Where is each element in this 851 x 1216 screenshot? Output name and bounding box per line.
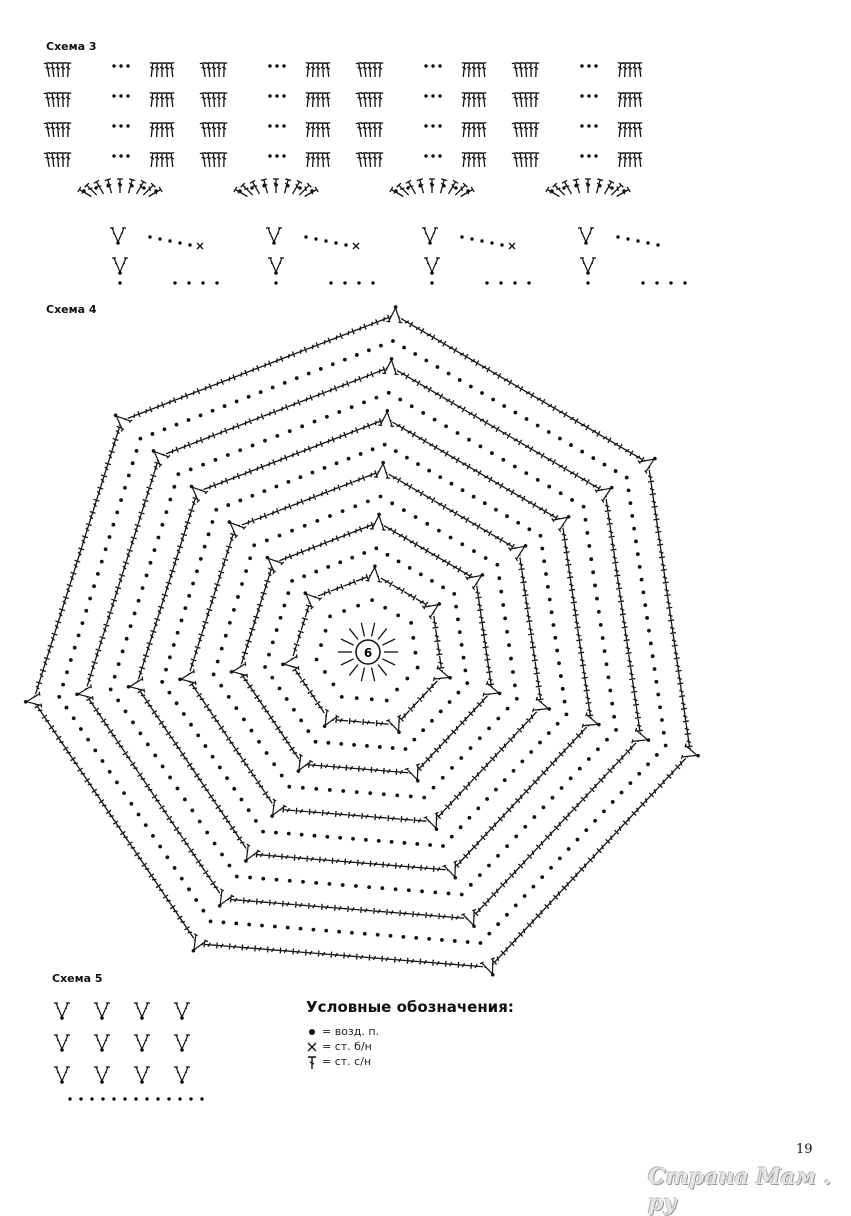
legend-title: Условные обозначения: <box>306 998 514 1016</box>
legend <box>306 998 514 1069</box>
double-crochet-t-icon <box>306 1055 318 1069</box>
scheme-3-diagram <box>40 55 680 295</box>
scheme-5-diagram <box>50 995 220 1105</box>
legend-item-text: = возд. п. <box>322 1025 380 1038</box>
chain-stitch-dot-icon <box>306 1028 318 1036</box>
legend-item-text: = ст. с/н <box>322 1055 372 1068</box>
legend-item-single-crochet <box>306 1039 514 1054</box>
watermark-logo: Страна Мам . ру <box>648 1164 832 1216</box>
legend-item-double-crochet <box>306 1054 514 1069</box>
scheme-3-label: Схема 3 <box>46 40 97 53</box>
page-number: 19 <box>796 1142 813 1157</box>
scheme-4-diagram <box>30 300 730 990</box>
legend-item-chain <box>306 1024 514 1039</box>
legend-item-text: = ст. б/н <box>322 1040 372 1053</box>
single-crochet-cross-icon <box>306 1042 318 1052</box>
center-ring-number: 6 <box>363 646 373 660</box>
scheme-5-label: Схема 5 <box>52 972 103 985</box>
scheme-4-label: Схема 4 <box>46 303 97 316</box>
